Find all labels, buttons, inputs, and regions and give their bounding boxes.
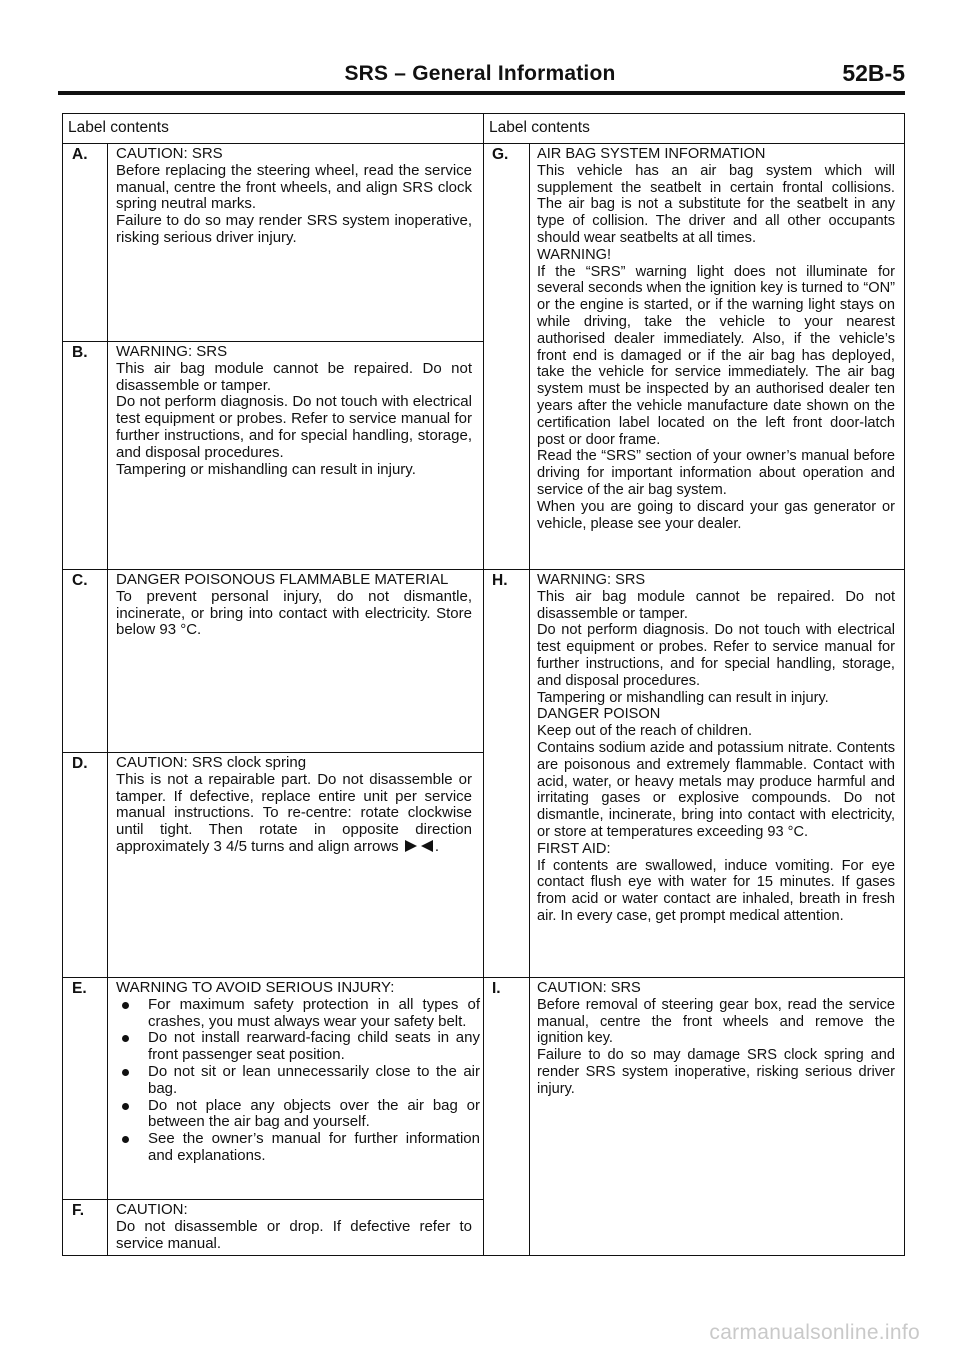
bullet-dot-icon — [122, 1136, 129, 1143]
row-rule-f — [62, 1199, 483, 1200]
left-column-heading: Label contents — [68, 119, 169, 136]
left-letter-divider — [107, 143, 108, 1256]
right-letter-divider — [529, 143, 530, 1256]
label-c-text: DANGER POISONOUS FLAMMABLE MATERIAL To prevent personal injury, do not dismantle, incinerate, or bring into contact with electricity. Store below 93 °C. — [116, 571, 472, 639]
label-d-letter: D. — [72, 755, 88, 772]
page-number: 52B-5 — [842, 60, 905, 86]
label-a-text: CAUTION: SRS Before replacing the steering wheel, read the service manual, centre the front wheels, and align SRS clock spring neutral marks. Failure to do so may render SRS system inoperative, risking serious driver injury. — [116, 145, 472, 246]
label-i-text: CAUTION: SRS Before removal of steering gear box, read the service manual, centre the front wheels and remove the ignition key. Failure to do so may damage SRS clock spring and render SRS system inoperative, risking serious driver injury. — [537, 980, 895, 1097]
bullet-dot-icon — [122, 1103, 129, 1110]
label-d-text: This is not a repairable part. Do not disassemble or tamper. If defective, replace entire unit per service manual instructions. To re-centre: rotate clockwise until tight. Then rotate in opposite direction approximately 3 4/5 turns and align arrows — [116, 770, 472, 855]
row-rule-g — [483, 143, 905, 144]
label-f-letter: F. — [72, 1202, 85, 1219]
page-title: SRS – General Information — [344, 62, 616, 85]
label-b-letter: B. — [72, 344, 88, 361]
label-a-letter: A. — [72, 146, 88, 163]
label-g-text: AIR BAG SYSTEM INFORMATION This vehicle has an air bag system which will supplement the seatbelt in certain frontal collisions. The air bag is not a substitute for the seatbelt in any type of collision. The driver and all other occupants should wear seatbelts at all times. WARNING! If the “SRS” warning light does not illuminate for several seconds when the ignition key is turned to “ON” or the engine is started, or if the warning light stays on while driving, take the vehicle to your nearest authorised dealer immediately. Also, if the vehicle’s front end is damaged or if the air bag has deployed, take the vehicle for service immediately. The air bag system must be inspected by an authorised dealer ten years after the vehicle manufacture date shown on the certification label located on the left front door-latch post or door frame. Read the “SRS” section of your owner’s manual before driving for important information about operation and service of the air bag system. When you are going to discard your gas generator or vehicle, please see your dealer. — [537, 146, 895, 532]
label-i-letter: I. — [492, 980, 501, 997]
label-d-end: . — [434, 837, 439, 855]
row-rule-c — [62, 569, 483, 570]
bullet-item: See the owner’s manual for further information and explanations. — [116, 1131, 480, 1165]
bullet-dot-icon — [122, 1069, 129, 1076]
row-rule-i — [483, 977, 905, 978]
label-d-body — [116, 755, 472, 856]
right-column-heading: Label contents — [489, 119, 590, 136]
label-h-letter: H. — [492, 572, 508, 589]
bullet-item: Do not place any objects over the air bag or between the air bag and yourself. — [116, 1098, 480, 1132]
row-rule-d — [62, 752, 483, 753]
label-h-text: WARNING: SRS This air bag module cannot be repaired. Do not disassemble or tamper. Do not perform diagnosis. Do not touch with electrical test equipment or probes. Refer to service manual for further instructions, and for special handling, storage, and disposal procedures. Tampering or mishandling can result in injury. DANGER POISON Keep out of the reach of children. Contains sodium azide and potassium nitrate. Contents are poisonous and extremely flammable. Contact with acid, water, or heavy metals may produce harmful and irritating gases or explosive compounds. Do not dismantle, incinerate, bring into contact with electricity, or store at temperatures exceeding 93 °C. FIRST AID: If contents are swallowed, induce vomiting. For eye contact flush eye with water for 15 minutes. If gases from acid or water contact are inhaled, breath in fresh air. In every case, get prompt medical attention. — [537, 572, 895, 924]
bullet-item: Do not sit or lean unnecessarily close to the air bag. — [116, 1064, 480, 1098]
row-rule-e — [62, 977, 483, 978]
label-e-bullets — [116, 997, 480, 1165]
label-e-title: WARNING TO AVOID SERIOUS INJURY: — [116, 979, 395, 996]
label-b-text: WARNING: SRS This air bag module cannot be repaired. Do not disassemble or tamper. Do not perform diagnosis. Do not touch with electrical test equipment or probes. Refer to service manual for further instructions, and for special handling, storage, and disposal procedures. Tampering or mishandling can result in injury. — [116, 343, 472, 478]
row-rule-a — [62, 143, 483, 144]
label-g-letter: G. — [492, 146, 509, 163]
label-f-text: CAUTION: Do not disassemble or drop. If defective refer to service manual. — [116, 1201, 472, 1252]
label-e-letter: E. — [72, 980, 87, 997]
bullet-item: For maximum safety protection in all types of crashes, you must always wear your safety belt. — [116, 997, 480, 1031]
bullet-dot-icon — [122, 1035, 129, 1042]
row-rule-h — [483, 569, 905, 570]
header-rule — [58, 91, 905, 95]
watermark: carmanualsonline.info — [709, 1321, 920, 1344]
align-arrows-icon — [403, 840, 435, 852]
label-e-body — [116, 980, 480, 1165]
bullet-dot-icon — [122, 1002, 129, 1009]
center-divider — [483, 113, 484, 1256]
label-d-title: CAUTION: SRS clock spring — [116, 754, 307, 771]
row-rule-b — [62, 341, 483, 342]
bullet-item: Do not install rearward-facing child seats in any front passenger seat position. — [116, 1030, 480, 1064]
label-c-letter: C. — [72, 572, 88, 589]
